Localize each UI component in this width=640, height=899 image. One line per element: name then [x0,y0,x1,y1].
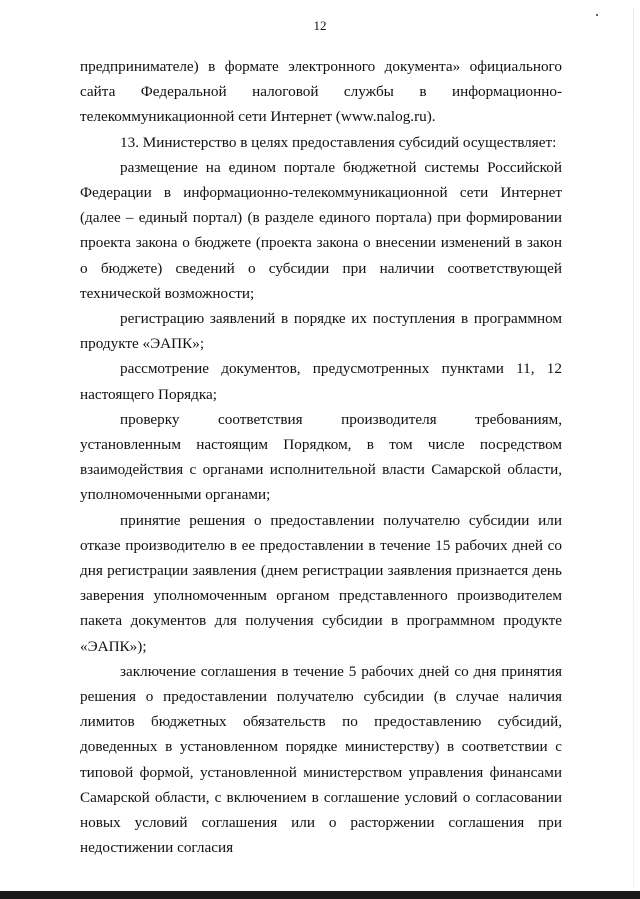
document-body [80,54,562,861]
scan-edge-right [633,8,634,888]
scan-speck [596,14,598,16]
page-number: 12 [313,18,327,33]
paragraph-document-review: рассмотрение документов, предусмотренных пунктами 11, 12 настоящего Порядка; [80,360,562,403]
paragraph-agreement: заключение соглашения в течение 5 рабочих дней со дня принятия решения о предоставлении получателю субсидии (в случае наличия лимитов бюджетных обязательств по предоставлению субсидий, доведенных в установленном порядке министерству) в соответствии с типовой формой, установленной министерством управления финансами Самарской области, с включением в соглашение условий о согласовании новых условий соглашения или о расторжении соглашения при недостижении согласия [80,662,562,857]
paragraph-compliance-check: проверку соответствия производителя требованиям, установленным настоящим Порядком, в том числе посредством взаимодействия с органами исполнительной власти Самарской области, уполномоченными органами; [80,410,562,504]
paragraph-item-13: 13. Министерство в целях предоставления субсидий осуществляет: [120,133,557,151]
scan-edge-bottom [0,891,640,899]
paragraph-portal-placement: размещение на едином портале бюджетной системы Российской Федерации в информационно-телекоммуникационной сети Интернет (далее – единый портал) (в разделе единого портала) при формировании проекта закона о бюджете (проекта закона о внесении изменений в закон о бюджете) сведений о субсидии при наличии соответствующей технической возможности; [80,158,562,302]
paragraph-decision: принятие решения о предоставлении получателю субсидии или отказе производителю в ее предоставлении в течение 15 рабочих дней со дня регистрации заявления (днем регистрации заявления признается день заверения уполномоченным органом представленного производителем пакета документов для получения субсидии в программном продукте «ЭАПК»); [80,511,562,655]
paragraph-continuation: предпринимателе) в формате электронного документа» официального сайта Федеральной налоговой службы в информационно-телекоммуникационной сети Интернет (www.nalog.ru). [80,58,562,126]
paragraph-registration: регистрацию заявлений в порядке их поступления в программном продукте «ЭАПК»; [80,310,562,353]
